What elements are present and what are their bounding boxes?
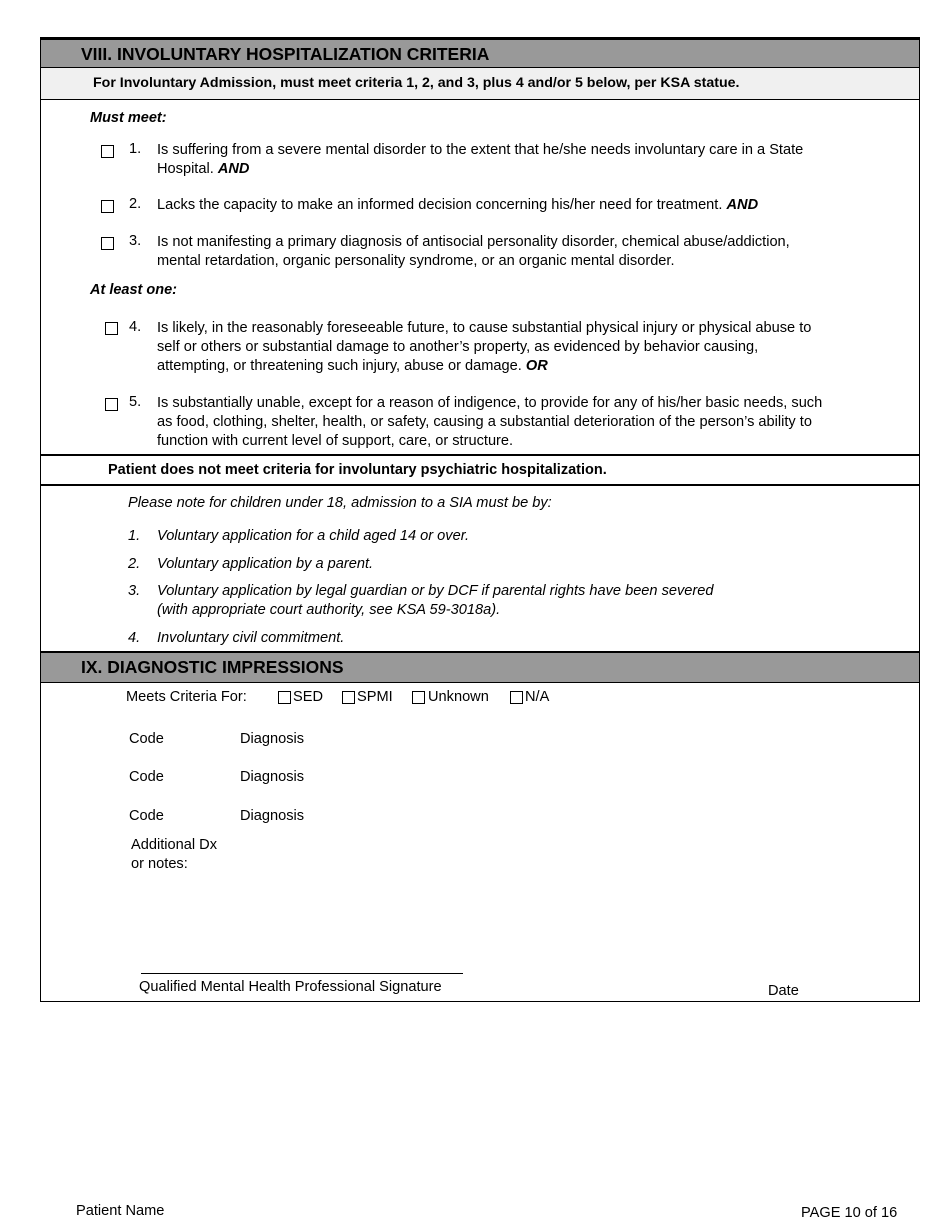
children-note: Please note for children under 18, admission to a SIA must be by: xyxy=(128,495,552,511)
children-item-3-line-2: (with appropriate court authority, see KSA 59-3018a). xyxy=(157,602,501,618)
children-item-2-number: 2. xyxy=(128,556,141,572)
criterion-3-line-2: mental retardation, organic personality syndrome, or an organic mental disorder. xyxy=(157,253,675,269)
criterion-4-line-3: attempting, or threatening such injury, abuse or damage. xyxy=(157,358,522,374)
criterion-5-line-2: as food, clothing, shelter, health, or safety, causing a substantial deterioration of the person’s ability to xyxy=(157,414,812,430)
unknown-label: Unknown xyxy=(428,689,489,705)
must-meet-label: Must meet: xyxy=(90,110,167,126)
children-item-3-line-1: Voluntary application by legal guardian or by DCF if parental rights have been severed xyxy=(157,583,714,599)
code-label-3: Code xyxy=(129,808,164,824)
criterion-4-line-1: Is likely, in the reasonably foreseeable future, to cause substantial physical injury or physical abuse to xyxy=(157,320,812,336)
criterion-2-and: AND xyxy=(726,197,759,213)
criterion-1-number: 1. xyxy=(129,141,142,157)
section-9-header: IX. DIAGNOSTIC IMPRESSIONS xyxy=(41,651,919,683)
criterion-1-text xyxy=(157,141,897,179)
criterion-5-text xyxy=(157,394,907,451)
section-8-header: VIII. INVOLUNTARY HOSPITALIZATION CRITERIA xyxy=(41,38,919,68)
criterion-5-number: 5. xyxy=(129,394,142,410)
signature-line[interactable] xyxy=(141,973,463,974)
criterion-1-line-1: Is suffering from a severe mental disorder to the extent that he/she needs involuntary care in a State xyxy=(157,142,804,158)
criterion-3-line-1: Is not manifesting a primary diagnosis of antisocial personality disorder, chemical abuse/addiction, xyxy=(157,234,790,250)
spmi-label: SPMI xyxy=(357,689,393,705)
children-item-3-text xyxy=(157,582,714,620)
sed-checkbox[interactable] xyxy=(278,691,291,704)
criterion-2-number: 2. xyxy=(129,196,142,212)
criterion-3-checkbox[interactable] xyxy=(101,237,114,250)
criterion-4-text xyxy=(157,319,902,376)
criterion-2-line-1: Lacks the capacity to make an informed decision concerning his/her need for treatment. xyxy=(157,197,723,213)
criterion-4-line-2: self or others or substantial damage to another’s property, as evidenced by behavior causing, xyxy=(157,339,759,355)
criterion-4-number: 4. xyxy=(129,319,142,335)
code-label-1: Code xyxy=(129,731,164,747)
additional-dx-label xyxy=(131,836,217,874)
children-item-1-number: 1. xyxy=(128,528,141,544)
meets-criteria-label: Meets Criteria For: xyxy=(126,689,247,705)
additional-dx-line-2: or notes: xyxy=(131,856,188,872)
not-meet-criteria-bar: Patient does not meet criteria for involuntary psychiatric hospitalization. xyxy=(41,454,919,486)
code-label-2: Code xyxy=(129,769,164,785)
criterion-2-checkbox[interactable] xyxy=(101,200,114,213)
criterion-3-number: 3. xyxy=(129,233,142,249)
form-box xyxy=(40,37,920,1002)
at-least-one-label: At least one: xyxy=(90,282,178,298)
criterion-1-checkbox[interactable] xyxy=(101,145,114,158)
diagnosis-label-3: Diagnosis xyxy=(240,808,305,824)
sed-label: SED xyxy=(293,689,324,705)
section-8-instruction: For Involuntary Admission, must meet criteria 1, 2, and 3, plus 4 and/or 5 below, per KSA statue. xyxy=(41,68,919,100)
additional-dx-line-1: Additional Dx xyxy=(131,837,217,853)
criterion-1-line-2: Hospital. xyxy=(157,161,214,177)
criterion-4-or: OR xyxy=(525,358,548,374)
children-item-4-number: 4. xyxy=(128,630,141,646)
criterion-3-text xyxy=(157,233,897,271)
signature-label: Qualified Mental Health Professional Signature xyxy=(139,979,442,995)
na-checkbox[interactable] xyxy=(510,691,523,704)
criterion-5-checkbox[interactable] xyxy=(105,398,118,411)
na-label: N/A xyxy=(525,689,550,705)
criterion-5-line-3: function with current level of support, care, or structure. xyxy=(157,433,514,449)
criterion-5-line-1: Is substantially unable, except for a reason of indigence, to provide for any of his/her basic needs, such xyxy=(157,395,823,411)
children-item-4-text: Involuntary civil commitment. xyxy=(157,630,345,646)
page-number: PAGE 10 of 16 xyxy=(801,1205,898,1221)
diagnosis-label-2: Diagnosis xyxy=(240,769,305,785)
patient-name-label: Patient Name xyxy=(76,1203,165,1219)
children-item-1-text: Voluntary application for a child aged 14 or over. xyxy=(157,528,470,544)
unknown-checkbox[interactable] xyxy=(412,691,425,704)
date-label: Date xyxy=(768,983,799,999)
children-item-3-number: 3. xyxy=(128,583,141,599)
diagnosis-label-1: Diagnosis xyxy=(240,731,305,747)
children-item-2-text: Voluntary application by a parent. xyxy=(157,556,374,572)
criterion-4-checkbox[interactable] xyxy=(105,322,118,335)
criterion-2-text xyxy=(157,196,897,215)
criterion-1-and: AND xyxy=(217,161,250,177)
spmi-checkbox[interactable] xyxy=(342,691,355,704)
